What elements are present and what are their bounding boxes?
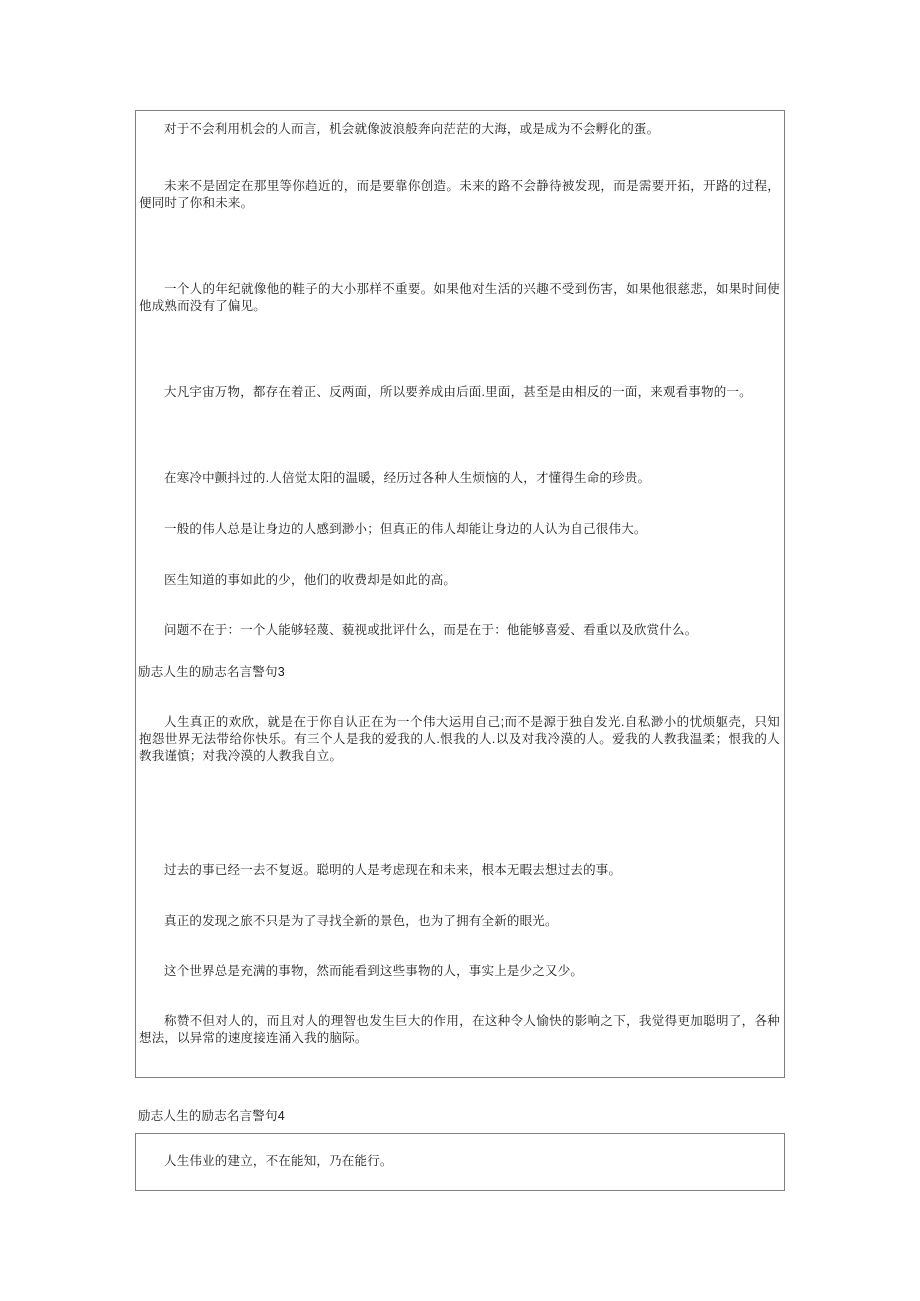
- paragraph: 这个世界总是充满的事物，然而能看到这些事物的人，事实上是少之又少。: [164, 964, 584, 978]
- table-cell: [136, 1134, 784, 1152]
- paragraph: 大凡宇宙万物，都存在着正、反两面，所以要养成由后面.里面，甚至是由相反的一面，来观看事物的一。: [164, 385, 752, 399]
- quotes-table-section-2-3: [135, 110, 785, 1078]
- paragraph: 对于不会利用机会的人而言，机会就像波浪般奔向茫茫的大海，或是成为不会孵化的蛋。: [164, 122, 660, 136]
- section-heading-3: 励志人生的励志名言警句3: [138, 665, 285, 679]
- paragraph: 医生知道的事如此的少，他们的收费却是如此的高。: [164, 573, 457, 587]
- paragraph: 问题不在于：一个人能够轻蔑、藐视或批评什么，而是在于：他能够喜爱、看重以及欣赏什么。: [164, 623, 698, 637]
- paragraph: 一般的伟人总是让身边的人感到渺小；但真正的伟人却能让身边的人认为自己很伟大。: [164, 522, 647, 536]
- paragraph: 过去的事已经一去不复返。聪明的人是考虑现在和未来，根本无暇去想过去的事。: [164, 863, 622, 877]
- paragraph: 人生真正的欢欣，就是在于你自认正在为一个伟大运用自己;而不是源于独自发光.自私渺小的忧烦躯壳，只知抱怨世界无法带给你快乐。有三个人是我的爱我的人.恨我的人.以及对我冷漠的人。爱我的人教我温柔；恨我的人教我谨慎；对我冷漠的人教我自立。: [139, 715, 780, 763]
- paragraph: 一个人的年纪就像他的鞋子的大小那样不重要。如果他对生活的兴趣不受到伤害，如果他很慈悲，如果时间使他成熟而没有了偏见。: [139, 282, 780, 313]
- paragraph: 真正的发现之旅不只是为了寻找全新的景色，也为了拥有全新的眼光。: [164, 914, 558, 928]
- section-heading-4: 励志人生的励志名言警句4: [138, 1109, 285, 1123]
- paragraph: 未来不是固定在那里等你趋近的，而是要靠你创造。未来的路不会静待被发现，而是需要开拓，开路的过程，便同时了你和未来。: [139, 179, 780, 210]
- paragraph: 人生伟业的建立，不在能知，乃在能行。: [164, 1154, 393, 1168]
- paragraph: 在寒冷中颤抖过的.人倍觉太阳的温暖，经历过各种人生烦恼的人，才懂得生命的珍贵。: [164, 471, 651, 485]
- paragraph: 称赞不但对人的，而且对人的理智也发生巨大的作用，在这种令人愉快的影响之下，我觉得更加聪明了，各种想法，以异常的速度接连涌入我的脑际。: [139, 1014, 780, 1045]
